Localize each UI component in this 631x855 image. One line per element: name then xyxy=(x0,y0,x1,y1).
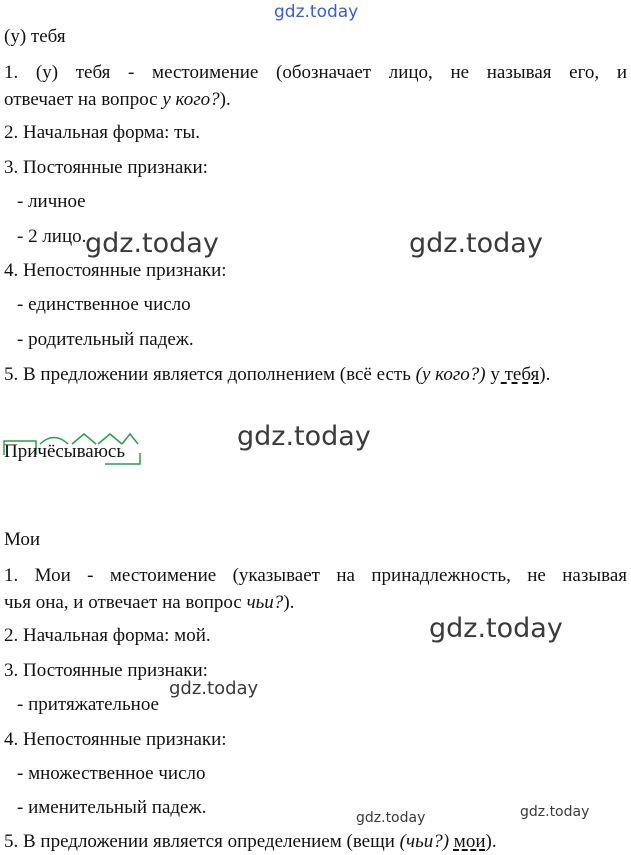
block2-line4b: - именительный падеж. xyxy=(17,797,207,818)
block2-line5: 5. В предложении является определением (вещи (чьи?) мои). xyxy=(4,831,497,852)
watermark: gdz.today xyxy=(169,678,259,699)
watermark: gdz.today xyxy=(429,613,563,644)
block2-heading: Мои xyxy=(4,529,41,550)
watermark: gdz.today xyxy=(237,421,371,452)
block1-line3a: - личное xyxy=(17,191,86,212)
watermark: gdz.today xyxy=(85,228,219,259)
top-watermark: gdz.today xyxy=(274,2,359,22)
block1-line3b: - 2 лицо. xyxy=(17,226,87,247)
block2-line2: 2. Начальная форма: мой. xyxy=(4,625,211,646)
block2-line4a: - множественное число xyxy=(17,763,206,784)
morph-word: Причёсываюсь xyxy=(4,441,126,462)
block1-line3: 3. Постоянные признаки: xyxy=(4,157,208,178)
block2-line1-cont: чья она, и отвечает на вопрос чьи?). xyxy=(4,592,295,613)
block1-line5: 5. В предложении является дополнением (всё есть (у кого?) у тебя). xyxy=(4,364,551,385)
block1-line4a: - единственное число xyxy=(17,294,191,315)
watermark: gdz.today xyxy=(520,804,590,820)
block2-line3a: - притяжательное xyxy=(17,694,159,715)
watermark: gdz.today xyxy=(356,810,426,826)
block1-heading: (у) тебя xyxy=(4,26,66,47)
block2-line4: 4. Непостоянные признаки: xyxy=(4,729,227,750)
block2-line3: 3. Постоянные признаки: xyxy=(4,660,208,681)
block1-line2: 2. Начальная форма: ты. xyxy=(4,122,200,143)
block2-line1: 1. Мои - местоимение (указывает на принадлежность, не называя xyxy=(4,565,627,586)
watermark: gdz.today xyxy=(409,228,543,259)
block1-line1-cont: отвечает на вопрос у кого?). xyxy=(4,89,231,110)
block1-line4b: - родительный падеж. xyxy=(17,329,194,350)
block1-line1: 1. (у) тебя - местоимение (обозначает лицо, не называя его, и xyxy=(4,62,627,83)
block1-line4: 4. Непостоянные признаки: xyxy=(4,260,227,281)
